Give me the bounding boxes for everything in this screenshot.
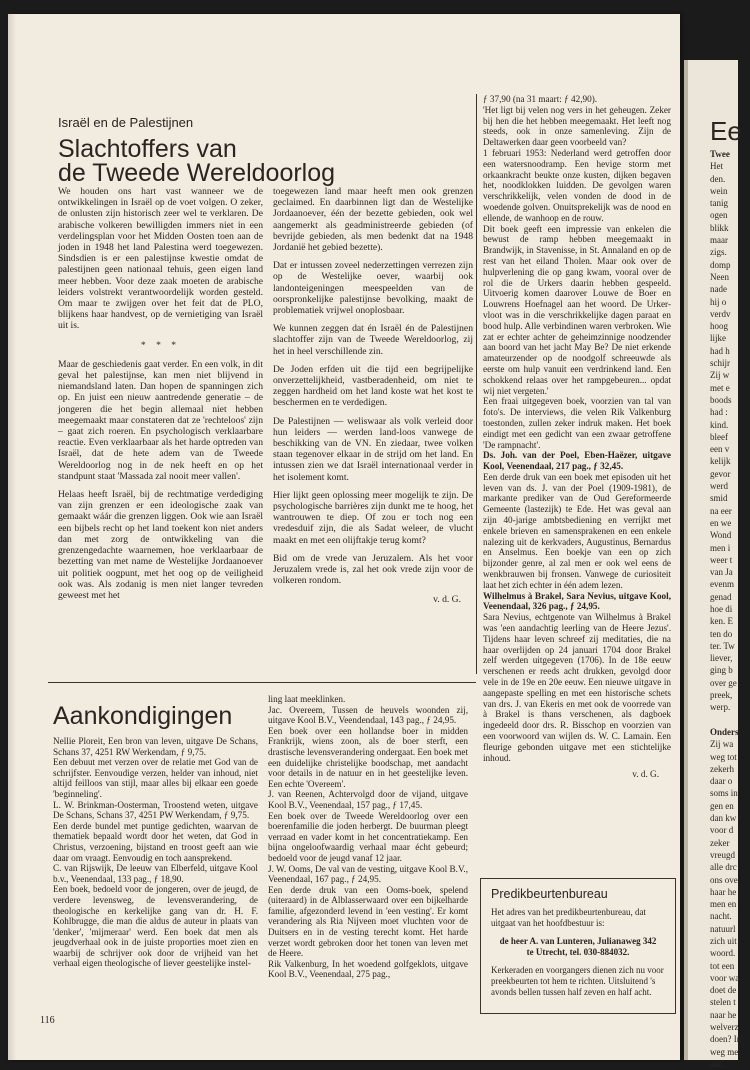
next-page-line: tanig: [710, 198, 728, 209]
next-page-line: men i: [710, 542, 731, 553]
announcement-paragraph: Een boek, bedoeld voor de jongeren, over de jeugd, de verdere levensweg, de levensverandering, de theologische en kerkelijke gang van dr. H. F. Kohlbrugge, die man die aldus de auteur in plaats van 'denker', 'mijmeraar' werd. Een boek dat men als jeugdverhaal ook in de juiste proporties moet zien en waarbij de schrijver ook door de vrijheid van het verhaal eigen theologische of liever geestelijke instel-: [53, 884, 258, 969]
next-page-line: Zij w: [710, 370, 730, 381]
next-page-line: zich uit: [710, 936, 737, 946]
next-page-line: bleef: [710, 431, 728, 442]
next-page-line: kind.: [710, 419, 729, 430]
next-page-line: smid: [710, 493, 728, 504]
section-label: Israël en de Palestijnen: [58, 115, 194, 130]
next-page-line: voor d: [710, 825, 734, 836]
announcement-paragraph: Een boek over een hollandse boer in midden Frankrijk, wiens zoon, als de boer sterft, een drastische levensverandering ondergaat. Een boek met een duidelijke christelijke boodschap, met aandacht voor details in de natuur en in het geestelijke leven. Een echte 'Overeem'.: [268, 725, 468, 789]
review-citation: Ds. Joh. van der Poel, Eben-Haëzer, uitgave Kool, Veenendaal, 217 pag., ƒ 32,45.: [483, 450, 671, 472]
next-page-line: weg me: [710, 1046, 739, 1057]
next-page-line: over ge: [710, 677, 737, 688]
announcement-heading: J. van Reenen, Achtervolgd door de vijand, uitgave Kool B.V., Veenendaal, 157 pag., ƒ 17,45.: [268, 789, 468, 810]
next-page-line: hoog: [710, 321, 728, 332]
next-page-line: stelen t: [710, 997, 736, 1008]
announcement-paragraph: Een derde bundel met puntige gedichten, waarvan de thematiek bepaald wordt door het weten, dat God in Christus, verzoening, bijstand en troost geeft aan wie daar om vraagt. Eenvoudig en toch aansprekend.: [53, 820, 258, 863]
next-page-line: doet de: [710, 985, 737, 996]
next-page-line: nacht.: [710, 911, 732, 922]
next-page-line: had h: [710, 345, 730, 356]
next-page-line: men en: [710, 899, 737, 910]
next-page-line: lijke: [710, 333, 726, 344]
next-page-line: soms in: [710, 788, 738, 799]
box-address: [491, 936, 665, 957]
next-page-line: werd: [710, 481, 728, 492]
next-page-line: schijr: [710, 358, 730, 369]
announcement-paragraph: ling laat meeklinken.: [268, 694, 346, 704]
next-page-line: Onders: [710, 726, 739, 737]
announcement-heading: Nellie Ploreit, Een bron van leven, uitgave De Schans, Schans 37, 4251 RW Werkendam, ƒ 9,75.: [53, 736, 258, 757]
article-column-1: [58, 186, 263, 601]
magazine-page: [8, 14, 680, 1060]
next-page-line: wein: [710, 185, 728, 196]
next-page-line: ons ove: [710, 874, 738, 885]
next-page-line: Twee: [710, 149, 730, 159]
next-page-line: doen? In: [710, 1034, 742, 1045]
aankondigingen-column-1: [53, 736, 258, 969]
next-page-line: hoe di: [710, 603, 733, 614]
next-page-line: weg tot: [710, 751, 737, 762]
next-page-line: kelijk: [710, 456, 731, 467]
page-number: 116: [40, 1015, 55, 1026]
next-page-line: hij o: [710, 296, 727, 307]
announcement-heading: C. van Rijswijk, De leeuw van Elberfeld, uitgave Kool b.v., Veenendaal, 133 pag., ƒ 18,90.: [53, 863, 258, 884]
column-divider: [476, 94, 477, 674]
announcement-heading: J. W. Ooms, De val van de vesting, uitgave Kool B.V., Veenendaal, 167 pag., ƒ 24,95.: [268, 863, 468, 885]
announcement-paragraph: Een debuut met verzen over de relatie met God van de schrijfster. Eenvoudige verzen, helder van inhoud, niet altijd feilloos van stijl, maar alles bij elkaar een goede 'beginneling'.: [53, 757, 258, 799]
next-page-line: zekerh: [710, 763, 734, 774]
article-title-line-1: Slachtoffers van: [58, 135, 237, 163]
next-page-line: evenm: [710, 579, 734, 590]
announcement-heading: Rik Valkenburg, In het woedend golfgeklots, uitgave Kool B.V., Veenendaal, 275 pag.,: [268, 958, 468, 980]
next-page-line: Zij wa: [710, 739, 734, 750]
next-page-edge: [684, 60, 742, 1069]
next-page-line: ging b: [710, 665, 733, 676]
next-page-line: liever,: [710, 653, 733, 664]
next-page-line: ten do: [710, 628, 733, 639]
next-page-line: werp.: [710, 702, 731, 713]
next-page-line: vreugd: [710, 849, 735, 860]
reviews-column: [483, 94, 671, 780]
review-heading: [483, 591, 671, 613]
next-page-line: maar: [710, 235, 728, 246]
next-page-line: welverz: [710, 1022, 739, 1033]
article-paragraph: Dat er intussen zoveel nederzettingen verrezen zijn op de Westelijke oever, waarbij ook landonteigeningen meespeelden van de oorspronkelijke palestijnse bevolking, maakt de problematiek vrijwel onoplosbaar.: [273, 260, 473, 317]
aankondigingen-title: Aankondigingen: [53, 702, 233, 730]
next-page-line: een v: [710, 444, 730, 455]
next-page-line: aan.: [710, 1058, 725, 1069]
announcement-heading: L. W. Brinkman-Oosterman, Troostend weten, uitgave De Schans, Schans 37, 4251 PW Werkendam, ƒ 9,75.: [53, 799, 258, 821]
next-page-line: na eer: [710, 505, 732, 516]
next-page-line: en we: [710, 517, 732, 528]
next-page-line: zigs.: [710, 247, 727, 258]
section-divider: * * *: [140, 339, 181, 351]
next-page-line: ogen: [710, 210, 728, 221]
next-page-line: gevor: [710, 468, 731, 479]
review-paragraph: 1 februari 1953: Nederland werd getroffen door een watersnoodramp. Een hevige storm met orkaankracht beukte onze kusten, dijken begaven het, noodklokken luidden. De gevolgen waren verschrikkelijk, velen vonden de dood in de woedende golven. Onuitsprekelijk was de nood en ellende, de wanhoop en de rouw.: [483, 147, 671, 223]
next-page-line: naar he: [710, 1009, 737, 1020]
next-page-line: had :: [710, 407, 728, 418]
next-page-line: Het: [710, 161, 723, 172]
review-paragraph: Dit boek geeft een impressie van enkelen die bewust de ramp hebben meegemaakt in Brandwijk, in Stavenisse, in St. Annaland en op de rest van het eiland Tholen. Maar ook over de hulpverlening die op gang kwam, vooral over de rol die de Urkers daarin hebben gespeeld. Uitvoerig komen daarover Louwe de Boer en Louwrens Hoefnagel aan het woord. De Urker-vloot was in die verschrikkelijke dagen paraat en bood hulp. Alle verbindinen waren verbroken. Wie zat er echter achter de geheimzinnige noodzender aan boord van het jacht May Be? De niet erkende amateurzender op de noodgolf schreeuwde als eerste om hulp vanuit een verdrinkend land. Een schokkend relaas over het rampgebeuren... opdat wij niet vergeten.': [483, 223, 671, 396]
next-page-title: Ee: [710, 116, 742, 146]
next-page-line: tot een: [710, 960, 735, 971]
announcement-paragraph: Een boek over de Tweede Wereldoorlog over een boerenfamilie die joden herbergt. De buurman pleegt verraad en vader komt in het concentratiekamp. Een bijna ongeloofwaardig verhaal maar écht gebeurd; bedoeld voor de jeugd vanaf 12 jaar.: [268, 810, 468, 863]
predikbeurten-box: [480, 878, 676, 1014]
next-page-line: zeker: [710, 837, 730, 848]
section-rule: [48, 682, 476, 683]
next-page-line: van Ja: [710, 567, 733, 578]
next-page-line: Wond: [710, 530, 732, 541]
article-title: [58, 137, 478, 185]
next-page-line: dan kw: [710, 813, 737, 824]
next-page-line: voor wa: [710, 972, 740, 983]
review-paragraph: ƒ 37,90 (na 31 maart: ƒ 42,90).: [483, 94, 598, 104]
next-page-line: natuurl: [710, 923, 736, 934]
next-page-line: boods: [710, 394, 732, 405]
next-page-line: woord.: [710, 948, 736, 959]
article-signature: v. d. G.: [433, 593, 461, 605]
box-address-line-1: de heer A. van Lunteren, Julianaweg 342: [499, 936, 657, 947]
next-page-line: alle drc: [710, 862, 737, 873]
article-paragraph: Bid om de vrede van Jeruzalem. Als het voor Jeruzalem vrede is, zal het ook vrede zijn voor de volkeren rondom.: [273, 552, 473, 587]
next-page-line: nade: [710, 284, 727, 295]
box-intro: Het adres van het predikbeurtenbureau, dat uitgaat van het hoofdbestuur is:: [491, 907, 646, 928]
article-paragraph: De Palestijnen — weliswaar als volk verleid door hun leiders — werden land-loos vanwege de beschikking van de VN. En ziedaar, twee volken staan tegenover elkaar in de strijd om het land. En intussen zien we dat Israël internationaal verder in het isolement komt.: [273, 415, 473, 483]
review-paragraph: 'Het ligt bij velen nog vers in het geheugen. Zeker bij hen die het hebben meegemaakt. Het leeft nog steeds, ook in onze samenleving. Zijn de Deltawerken daar geen voorbeeld van?: [483, 104, 671, 148]
review-paragraph: Een derde druk van een boek met episoden uit het leven van ds. J. van der Poel (1909-1981), de markante prediker van de Oud Gereformeerde Gemeente (lastezijk) te Ede. Het was geval aan zijn 40-jarige ambtsbediening en verrijkt met enkele brieven en samensprakenen en een enkele nalezing uit de kerkvaders, Augustinus, Bernardus en Anselmus. Een boekje van een op zich bijzonder genre, al zal men er ook wel eens de wenkbrauwen bij fronsen. Vanwege de curiositeit laat het zich echter in één adem lezen.: [483, 471, 671, 590]
article-paragraph: Helaas heeft Israël, bij de rechtmatige verdediging van zijn grenzen er een ideologische zaak van gemaakt wáár die grenzen liggen. Ook wie aan Israël een bijbels recht op het land toekent kon niet anders dan met zorg de ontwikkeling van die grenzengedachte waarnemen, hoe verklaarbaar de bezetting van met name de Westelijke Jordaanoever uit politiek oogpunt, met het oog op de veiligheid ook was. Als zodanig is men niet langer tevreden geweest met het: [58, 489, 263, 601]
next-page-line: blikk: [710, 222, 729, 233]
article-paragraph: Maar de geschiedenis gaat verder. En een volk, in dit geval het palestijnse, kan men niet blijvend in niemandsland laten. Dan hopen de spanningen zich op. En juist een nieuw aantredende generatie – de jongeren die het begin allemaal niet hebben meegemaakt maar constateren dat ze 'rechteloos' zijn – gaat zich roeren. En psychologisch verklaarbare reactie. Even verklaarbaar als het harde optreden van Israël, dat de hete adem van de Tweede Wereldoorlog nog in de nek heeft en op het standpunt staat 'Massada zal nooit meer vallen'.: [58, 358, 263, 482]
review-paragraph: Sara Nevius, echtgenote van Wilhelmus à Brakel was 'een aandachtig leerling van de Heere Jezus'. Tijdens haar leven schreef zij meditaties, die na haar overlijden op 24 januari 1704 door Brakel zelf werden uitgegeven (1706). In de 18e eeuw verschenen er reeds acht drukken, gevolgd door vele in de 19e en 20e eeuw. Een nieuwe uitgave in aangepaste spelling en met een historische schets van drs. J. van Ekeris en met ook de voorrede van à Brakel is thans verschenen, als dagboek ingedeeld door drs. R. Bisschop en voorzien van een voorwoord van wijlen ds. W. C. Lamain. Een fleurige gebonden uitgave met een stichtelijke inhoud.: [483, 612, 671, 763]
aankondigingen-column-2: [268, 694, 468, 980]
review-citation: Wilhelmus à Brakel, Sara Nevius, uitgave Kool, Veenendaal, 326 pag., ƒ 24,95.: [483, 590, 671, 612]
review-heading: [483, 450, 671, 472]
next-page-line: gen en: [710, 800, 734, 811]
next-page-line: daar o: [710, 776, 733, 787]
box-note: Kerkeraden en voorgangers dienen zich nu voor preekbeurten tot hem te richten. Uitsluitend 's avonds bellen tussen half zeven en half acht.: [491, 965, 664, 997]
next-page-line: weer t: [710, 554, 733, 565]
article-paragraph: toegewezen land maar heeft men ook grenzen geclaimed. En daarbinnen ligt dan de Westelijke Jordaanoever, één der bezette gebieden, ook wel aangemerkt als geadministreerde gebieden (of bevrijde gebieden, als men bedenkt dat na 1948 Jordanië het gebied bezette).: [273, 186, 473, 254]
next-page-line: ter. Tw: [710, 640, 735, 651]
review-paragraph: Een fraai uitgegeven boek, voorzien van tal van foto's. De interviews, die velen Rik Valkenburg toestonden, zullen zeker indruk maken. Het boek eindigt met een gedicht van een zwaar getroffene 'De rampnacht'.: [483, 396, 671, 450]
next-page-line: genad: [710, 591, 732, 602]
next-page-line: ken. E: [710, 616, 733, 627]
next-page-line: den.: [710, 173, 726, 184]
next-page-line: Neen: [710, 271, 729, 282]
next-page-line: [710, 714, 750, 726]
article-column-2: [273, 186, 473, 605]
next-page-line: haar he: [710, 886, 737, 897]
next-page-line: preek,: [710, 690, 733, 701]
next-page-line: verdv: [710, 308, 731, 319]
article-paragraph: We kunnen zeggen dat én Israël én de Palestijnen slachtoffer zijn van de Tweede Wereldoorlog, zij het in heel verschillende zin.: [273, 323, 473, 357]
next-page-line: met e: [710, 382, 730, 393]
box-address-line-2: te Utrecht, tel. 030-884032.: [526, 946, 630, 957]
reviews-signature: v. d. G.: [632, 769, 659, 780]
next-page-text: [710, 148, 750, 1070]
announcement-heading: Jac. Overeem, Tussen de heuvels woonden zij, uitgave Kool B.V., Veendendaal, 143 pag., ƒ 24,95.: [268, 704, 468, 726]
article-title-line-2: de Tweede Wereldoorlog: [58, 159, 336, 187]
next-page-line: domp: [710, 259, 731, 270]
box-title: Predikbeurtenbureau: [491, 887, 608, 901]
article-paragraph: We houden ons hart vast wanneer we de ontwikkelingen in Israël op de voet volgen. O zeker, de onlusten zijn historisch zeer wel te verklaren. De arabische volkeren bewilligden immers niet in een verdelingsplan voor het Midden Oosten toen aan de joden in 1948 het land Palestina werd toegewezen. Sindsdien is er een palestijnse kwestie omdat de palestijnen geen nationaal tehuis, geen eigen land meer hebben. Voor deze zaak moeten de arabische leiders volstrekt verantwoordelijk worden gesteld. Om maar te zwijgen over het feit dat de PLO, blijkens haar handvest, op de vernietiging van Israël uit is.: [58, 186, 263, 332]
article-paragraph: De Joden erfden uit die tijd een begrijpelijke onverzettelijkheid, vastberadenheid, om niet te zeggen hardheid om het land koste wat het kost te beschermen en te verdedigen.: [273, 363, 473, 409]
announcement-paragraph: Een derde druk van een Ooms-boek, spelend (uiteraard) in de Alblasserwaard over een bijkelharde familie, afgezonderd levend in 'een vesting'. Er komt verandering als Ria Nijveen moet vluchten voor de Duitsers en in de vesting terecht komt. Het harde verzet wordt gebroken door het tonen van leven met de Heere.: [268, 884, 468, 959]
article-paragraph: Hier lijkt geen oplossing meer mogelijk te zijn. De psychologische barrières zijn dunkt me te hoog, het wantrouwen te diep. Of zou er toch nog een vredesduif zijn, die als Sadat weleer, de vlucht maakt en met een olijftakje terug komt?: [273, 489, 473, 546]
